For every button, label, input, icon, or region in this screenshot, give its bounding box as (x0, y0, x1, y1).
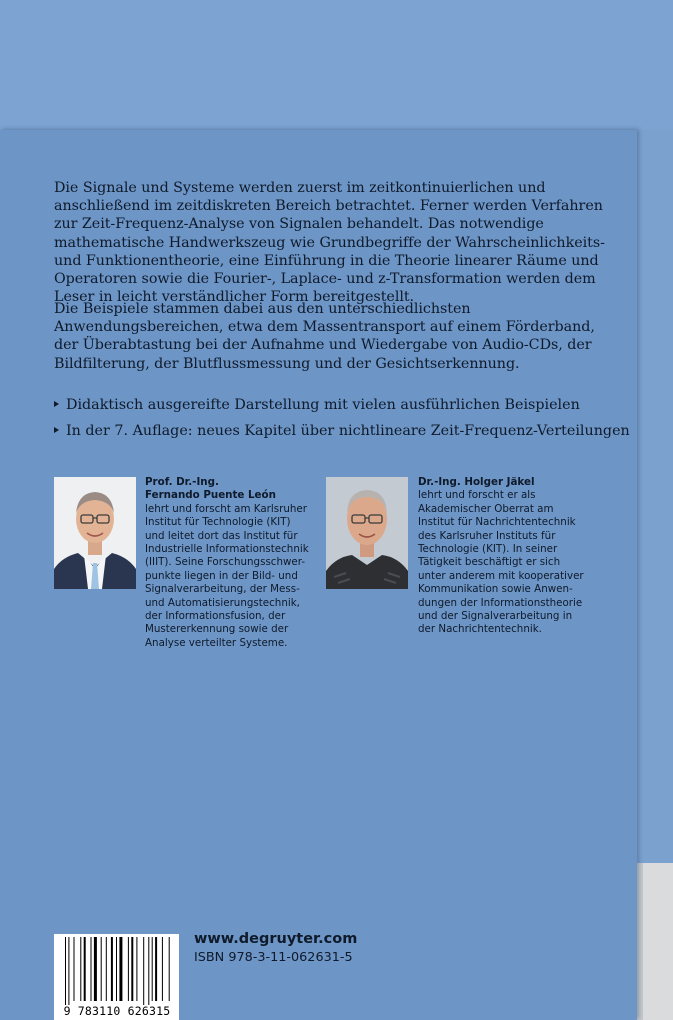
barcode-bar (128, 937, 129, 1001)
barcode-bar (94, 937, 97, 1001)
triangle-bullet-icon (54, 401, 59, 407)
bullet-item (54, 397, 624, 413)
background-top (0, 0, 673, 130)
isbn-text: ISBN 978-3-11-062631-5 (194, 950, 353, 965)
barcode-bar (155, 937, 157, 1001)
barcode-bar (162, 937, 163, 1001)
barcode-bar (68, 937, 69, 1005)
barcode-bars (59, 937, 174, 1005)
barcode-bar (74, 937, 75, 1001)
barcode-bar (80, 937, 81, 1001)
publisher-url[interactable]: www.degruyter.com (194, 931, 358, 947)
barcode-bar (106, 937, 107, 1001)
bullet-item (54, 423, 630, 439)
bullet-text: In der 7. Auflage: neues Kapitel über nichtlineare Zeit-Frequenz-Verteilungen (66, 423, 630, 439)
author-bio-text: lehrt und forscht am Karlsruher Institut für Technologie (KIT) und leitet dort das Institut für Industrielle Informationstechnik (IIIT). Seine Forschungsschwer- punkte liegen in der Bild- und Signalverarbeitung, der Mess- und Automatisierungstechnik, der Informationsfusion, der Mustererkennung sowie der Analyse verteilter Systeme. (145, 502, 309, 649)
barcode-bar (148, 937, 149, 1005)
barcode-bar (111, 937, 113, 1001)
triangle-bullet-icon (54, 427, 59, 433)
isbn-barcode (54, 934, 179, 1020)
author-bio-jaekel (418, 476, 598, 637)
barcode-bar (119, 937, 122, 1001)
author-name: Dr.-Ing. Holger Jäkel (418, 476, 535, 488)
barcode-number: 9 783110 626315 (63, 1004, 171, 1018)
blurb-paragraph-1: Die Signale und Systeme werden zuerst im zeitkontinuierlichen und anschließend im zeitdiskreten Bereich betrachtet. Ferner werden Verfahren zur Zeit-Frequenz-Analyse von Signalen behandelt. Das notwendige mathematische Handwerkszeug wie Grundbegriffe der Wahrscheinlichkeits- und Funktionentheorie, eine Einführung in die Theorie linearer Räume und Operatoren sowie die Fourier-, Laplace- und z-Transformation werden dem Leser in leicht verständlicher Form bereitgestellt. (54, 180, 605, 306)
barcode-bar (91, 937, 92, 1001)
author-bio-text: lehrt und forscht er als Akademischer Oberrat am Institut für Nachrichtentechnik des Karlsruher Instituts für Technologie (KIT). In seiner Tätigkeit beschäftigt er sich unter anderem mit kooperativer Kommunikation sowie Anwen- dungen der Informationstheorie und der Signalverarbeitung in der Nachrichtentechnik. (418, 489, 584, 636)
author-name: Prof. Dr.-Ing. Fernando Puente León (145, 476, 276, 502)
background-right (637, 130, 673, 863)
book-spine-edge (637, 863, 673, 1020)
barcode-bar (101, 937, 102, 1001)
barcode-bar (116, 937, 117, 1001)
barcode-bar (65, 937, 66, 1005)
barcode-bar (136, 937, 137, 1001)
author-bio-puente-leon (145, 476, 315, 650)
author-photo-puente-leon (54, 477, 136, 589)
barcode-bar (169, 937, 170, 1001)
barcode-bar (143, 937, 144, 1005)
barcode-bar (131, 937, 133, 1001)
bullet-text: Didaktisch ausgereifte Darstellung mit vielen ausführlichen Beispielen (66, 397, 580, 413)
blurb-paragraph-2: Die Beispiele stammen dabei aus den unterschiedlichsten Anwendungsbereichen, etwa dem Massentransport auf einem Förderband, der Überabtastung bei der Aufnahme und Wiedergabe von Audio-CDs, der Bildfilterung, der Blutflussmessung und der Gesichtserkennung. (54, 301, 595, 372)
barcode-bar (84, 937, 86, 1001)
barcode-bar (152, 937, 153, 1001)
author-photo-jaekel (326, 477, 408, 589)
